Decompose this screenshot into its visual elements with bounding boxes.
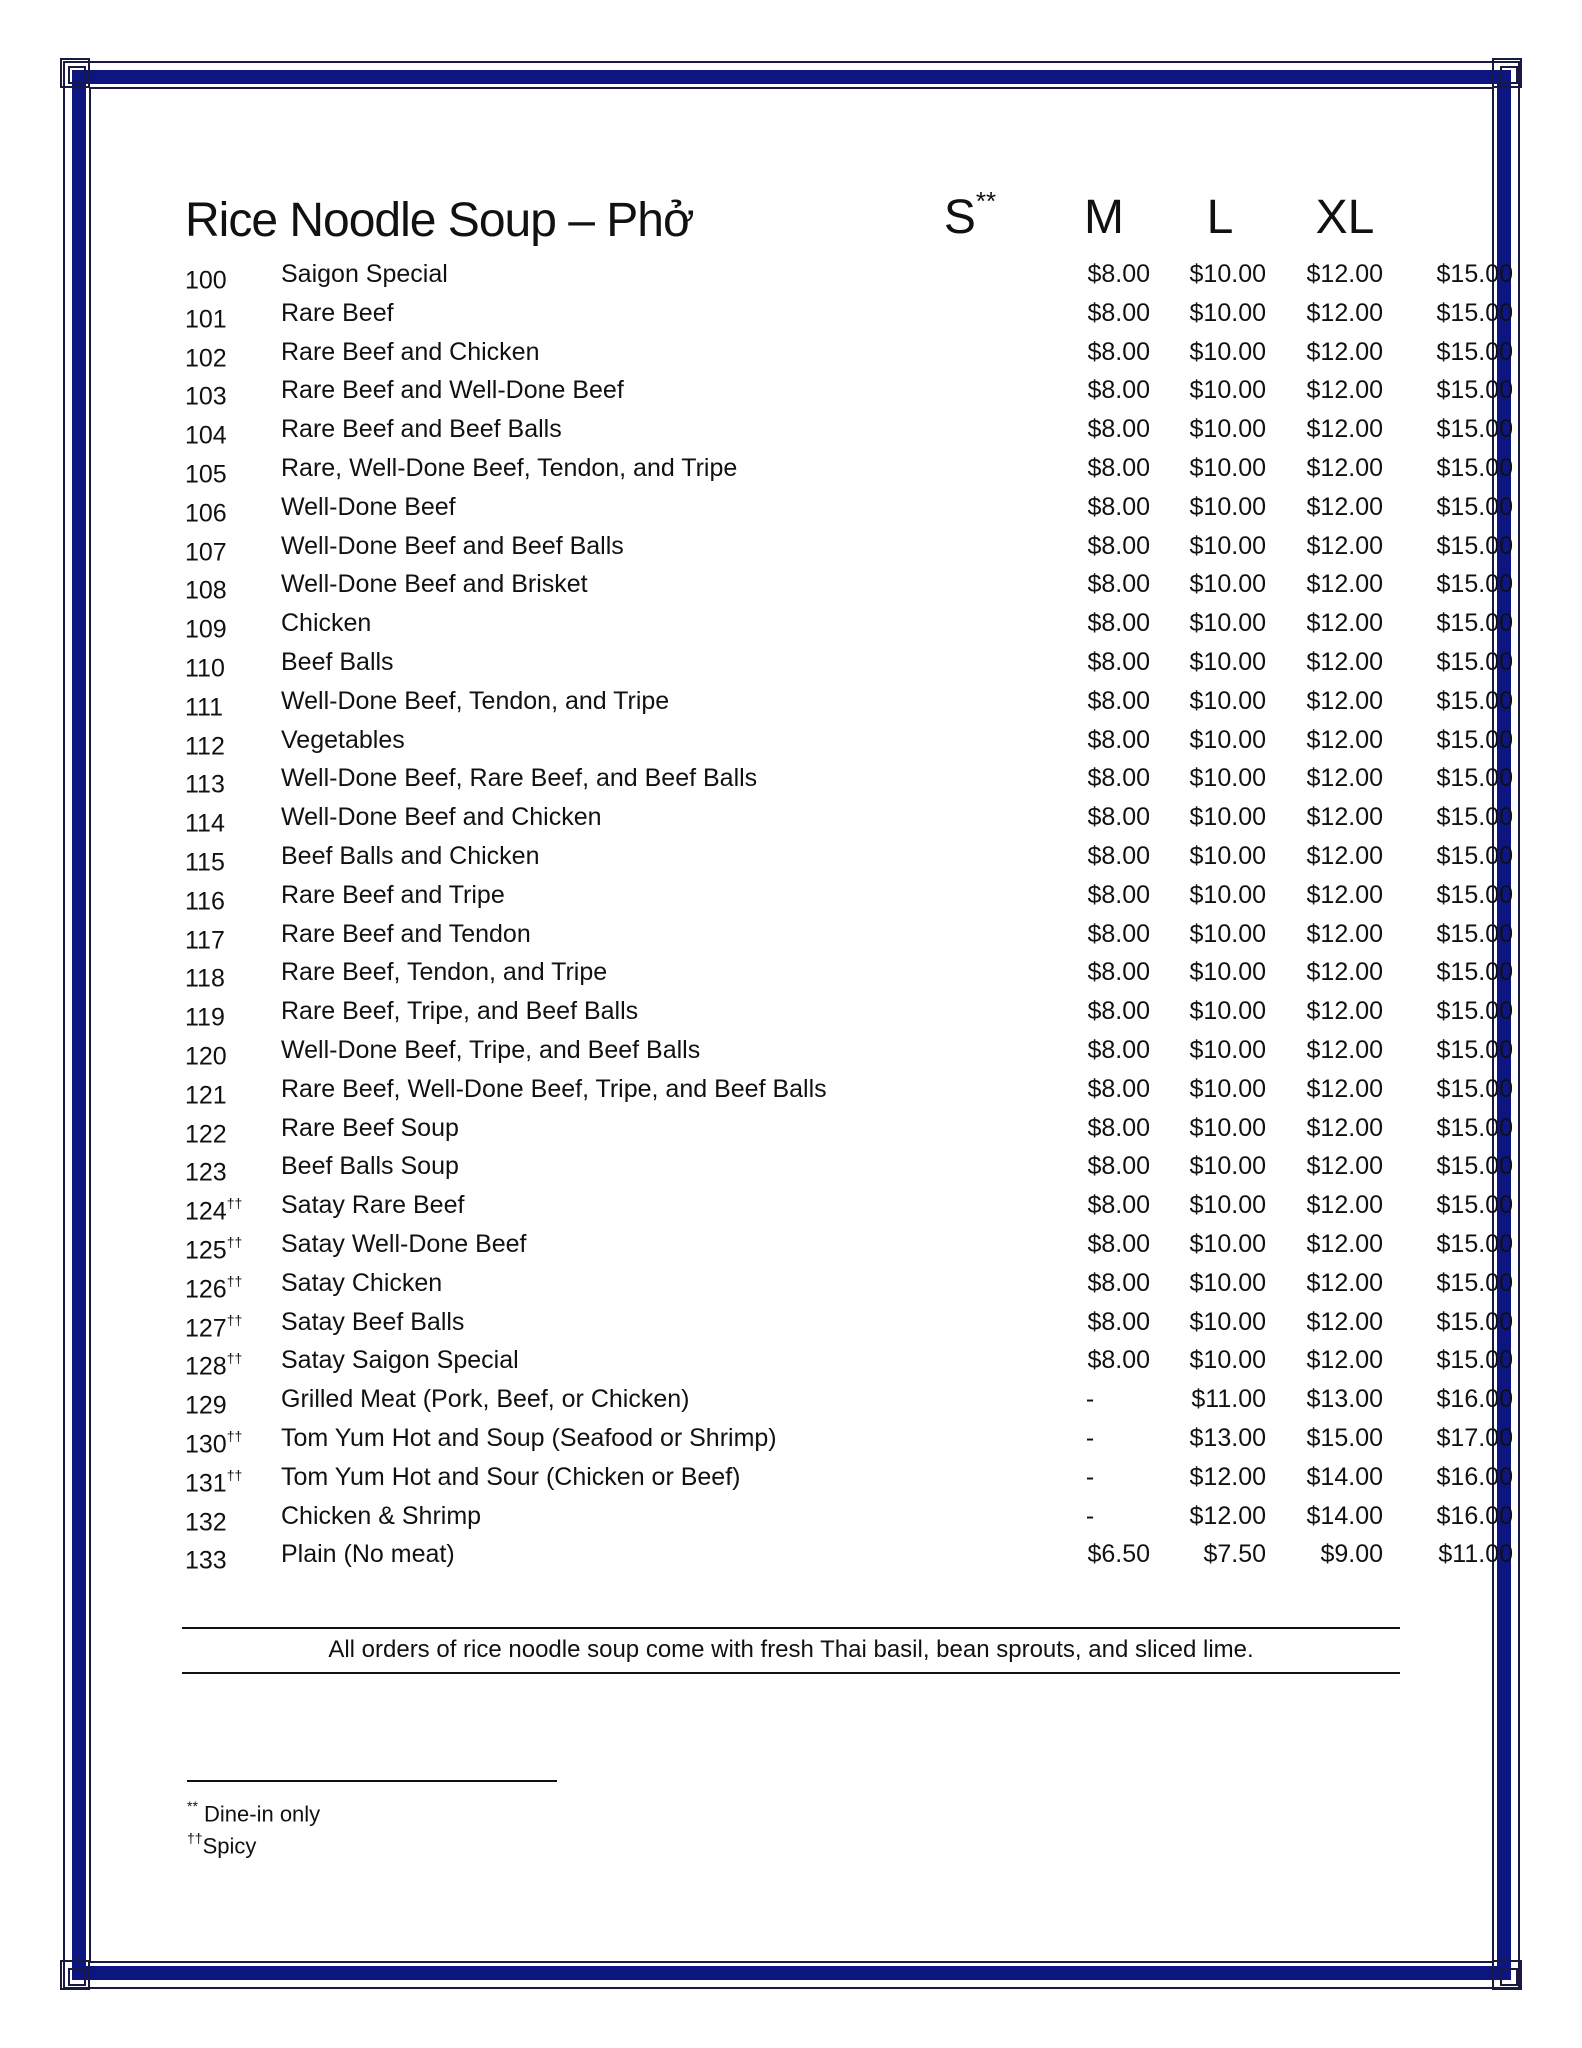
price-small: $8.00 — [1087, 298, 1150, 327]
item-name: Rare Beef and Tripe — [281, 880, 505, 909]
menu-item-row — [185, 1109, 1513, 1148]
menu-item-row — [185, 643, 1513, 683]
price-medium: $12.00 — [1189, 1462, 1266, 1491]
price-medium: $10.00 — [1189, 298, 1266, 327]
price-small: - — [1085, 1385, 1095, 1414]
price-small: $8.00 — [1087, 1268, 1150, 1297]
price-medium: $11.00 — [1191, 1385, 1266, 1414]
item-number: 128†† — [185, 1350, 243, 1381]
price-xl: $16.00 — [1436, 1385, 1513, 1414]
price-xl: $15.00 — [1436, 1307, 1513, 1336]
item-number: 130†† — [185, 1427, 243, 1459]
price-medium: $10.00 — [1189, 997, 1266, 1026]
price-medium: $10.00 — [1189, 1152, 1266, 1181]
price-small: - — [1085, 1462, 1095, 1491]
item-number: 125†† — [185, 1233, 243, 1265]
menu-item-row — [185, 410, 1513, 450]
item-name: Satay Well-Done Beef — [281, 1229, 527, 1258]
corner-ornament — [1492, 1960, 1522, 1990]
price-large: $12.00 — [1306, 492, 1383, 521]
price-medium: $10.00 — [1189, 1035, 1266, 1064]
item-name: Well-Done Beef, Rare Beef, and Beef Balls — [281, 764, 758, 793]
footnote-divider — [187, 1780, 557, 1782]
item-name: Tom Yum Hot and Soup (Seafood or Shrimp) — [281, 1423, 777, 1452]
item-number: 131†† — [185, 1466, 243, 1498]
price-small: $8.00 — [1087, 1074, 1150, 1103]
price-xl: $16.00 — [1436, 1462, 1513, 1491]
price-medium: $10.00 — [1189, 1191, 1266, 1220]
price-large: $12.00 — [1306, 1346, 1383, 1375]
item-name: Satay Beef Balls — [281, 1307, 465, 1336]
price-medium: $10.00 — [1189, 531, 1266, 560]
price-large: $12.00 — [1306, 647, 1383, 676]
price-xl: $15.00 — [1436, 415, 1513, 444]
item-number: 107 — [185, 537, 227, 566]
price-xl: $15.00 — [1436, 531, 1513, 560]
price-small: $8.00 — [1087, 337, 1150, 366]
item-name: Satay Chicken — [281, 1268, 443, 1297]
price-xl: $11.00 — [1438, 1540, 1513, 1569]
price-small: $8.00 — [1087, 919, 1150, 948]
item-number: 112 — [185, 731, 225, 760]
price-medium: $10.00 — [1189, 958, 1266, 987]
menu-item-row — [185, 527, 1513, 566]
note-divider — [182, 1627, 1400, 1629]
price-large: $9.00 — [1320, 1540, 1383, 1569]
price-small: $8.00 — [1087, 725, 1150, 754]
price-large: $12.00 — [1306, 686, 1383, 715]
price-large: $12.00 — [1306, 1152, 1383, 1181]
price-large: $12.00 — [1306, 725, 1383, 754]
price-large: $12.00 — [1306, 260, 1383, 288]
menu-item-row — [185, 682, 1513, 722]
price-small: - — [1085, 1423, 1095, 1452]
price-small: $8.00 — [1087, 764, 1150, 793]
price-medium: $10.00 — [1189, 453, 1266, 482]
corner-ornament — [60, 58, 90, 88]
price-small: $8.00 — [1087, 958, 1150, 987]
item-name: Well-Done Beef, Tripe, and Beef Balls — [281, 1035, 701, 1064]
item-number: 108 — [185, 576, 227, 605]
item-number: 120 — [185, 1042, 227, 1071]
price-large: $12.00 — [1306, 298, 1383, 327]
price-xl: $15.00 — [1436, 260, 1513, 288]
menu-item-row — [185, 1303, 1513, 1342]
menu-item-row — [185, 294, 1513, 334]
menu-title: Rice Noodle Soup – Phở — [185, 194, 694, 247]
menu-item-row — [185, 604, 1513, 644]
price-large: $12.00 — [1306, 1307, 1383, 1336]
price-large: $12.00 — [1306, 609, 1383, 638]
price-medium: $10.00 — [1189, 686, 1266, 715]
price-medium: $10.00 — [1189, 570, 1266, 599]
price-small: - — [1085, 1501, 1095, 1530]
item-name: Well-Done Beef — [281, 492, 456, 521]
item-number: 122 — [185, 1119, 227, 1148]
price-small: $8.00 — [1087, 997, 1150, 1026]
menu-item-row — [185, 1264, 1513, 1304]
price-xl: $16.00 — [1436, 1501, 1513, 1530]
price-medium: $10.00 — [1189, 415, 1266, 444]
item-number: 119 — [185, 1003, 225, 1032]
price-large: $12.00 — [1306, 880, 1383, 909]
price-small: $8.00 — [1087, 1152, 1150, 1181]
item-name: Rare Beef Soup — [281, 1113, 459, 1142]
price-medium: $10.00 — [1189, 376, 1266, 405]
menu-item-row — [185, 1147, 1513, 1187]
footnote-spicy: ††Spicy — [187, 1830, 257, 1859]
item-number: 133 — [185, 1546, 227, 1575]
item-name: Rare, Well-Done Beef, Tendon, and Tripe — [281, 453, 738, 482]
item-number: 118 — [185, 964, 225, 993]
price-medium: $12.00 — [1189, 1501, 1266, 1530]
price-small: $8.00 — [1087, 1346, 1150, 1375]
menu-item-row — [185, 1380, 1513, 1420]
price-large: $12.00 — [1306, 1074, 1383, 1103]
corner-ornament — [60, 1960, 90, 1990]
price-medium: $10.00 — [1189, 1074, 1266, 1103]
price-large: $14.00 — [1306, 1462, 1383, 1491]
price-xl: $15.00 — [1436, 1268, 1513, 1297]
price-large: $12.00 — [1306, 570, 1383, 599]
price-large: $12.00 — [1306, 1113, 1383, 1142]
price-medium: $10.00 — [1189, 260, 1266, 288]
price-xl: $15.00 — [1436, 453, 1513, 482]
price-xl: $15.00 — [1436, 609, 1513, 638]
price-small: $8.00 — [1087, 647, 1150, 676]
price-large: $13.00 — [1306, 1385, 1383, 1414]
price-large: $12.00 — [1306, 1229, 1383, 1258]
item-number: 113 — [185, 770, 225, 799]
price-medium: $10.00 — [1189, 725, 1266, 754]
item-number: 127†† — [185, 1311, 243, 1342]
menu-item-row — [185, 876, 1513, 916]
item-number: 115 — [185, 848, 225, 877]
price-small: $8.00 — [1087, 609, 1150, 638]
price-xl: $15.00 — [1436, 958, 1513, 987]
price-large: $12.00 — [1306, 1268, 1383, 1297]
price-xl: $15.00 — [1436, 725, 1513, 754]
price-medium: $10.00 — [1189, 1307, 1266, 1336]
price-xl: $15.00 — [1436, 764, 1513, 793]
price-xl: $17.00 — [1436, 1423, 1513, 1452]
item-name: Rare Beef and Beef Balls — [281, 415, 562, 444]
price-large: $12.00 — [1306, 841, 1383, 870]
price-small: $8.00 — [1087, 1191, 1150, 1220]
item-number: 100 — [185, 266, 227, 295]
menu-item-row — [185, 488, 1513, 528]
price-medium: $13.00 — [1189, 1423, 1266, 1452]
price-large: $12.00 — [1306, 415, 1383, 444]
item-number: 101 — [185, 305, 227, 334]
price-small: $8.00 — [1087, 880, 1150, 909]
menu-item-row — [185, 565, 1513, 605]
item-number: 104 — [185, 421, 227, 450]
menu-item-row — [185, 759, 1513, 799]
menu-item-row — [185, 1419, 1513, 1459]
item-name: Saigon Special — [281, 260, 448, 288]
item-number: 126†† — [185, 1272, 243, 1304]
price-xl: $15.00 — [1436, 570, 1513, 599]
price-large: $12.00 — [1306, 764, 1383, 793]
item-number: 109 — [185, 615, 227, 644]
corner-ornament — [1492, 58, 1522, 88]
price-xl: $15.00 — [1436, 919, 1513, 948]
price-xl: $15.00 — [1436, 997, 1513, 1026]
item-name: Satay Saigon Special — [281, 1346, 519, 1375]
price-small: $8.00 — [1087, 260, 1150, 288]
price-xl: $15.00 — [1436, 337, 1513, 366]
price-large: $12.00 — [1306, 531, 1383, 560]
item-name: Plain (No meat) — [281, 1540, 455, 1569]
item-number: 116 — [185, 887, 225, 916]
item-number: 121 — [185, 1081, 227, 1110]
item-number: 110 — [185, 654, 225, 683]
item-number: 106 — [185, 499, 227, 528]
size-header-m: M — [1084, 191, 1124, 244]
price-large: $12.00 — [1306, 453, 1383, 482]
price-small: $8.00 — [1087, 453, 1150, 482]
price-xl: $15.00 — [1436, 841, 1513, 870]
price-large: $12.00 — [1306, 997, 1383, 1026]
price-large: $12.00 — [1306, 803, 1383, 832]
menu-item-row — [185, 1070, 1513, 1110]
item-name: Rare Beef and Chicken — [281, 337, 540, 366]
item-name: Tom Yum Hot and Sour (Chicken or Beef) — [281, 1462, 741, 1491]
price-medium: $10.00 — [1189, 1346, 1266, 1375]
price-small: $8.00 — [1087, 803, 1150, 832]
price-large: $14.00 — [1306, 1501, 1383, 1530]
item-number: 102 — [185, 343, 227, 372]
item-number: 103 — [185, 382, 227, 411]
menu-item-row — [185, 333, 1513, 372]
price-small: $8.00 — [1087, 1113, 1150, 1142]
item-name: Beef Balls Soup — [281, 1152, 459, 1181]
price-small: $8.00 — [1087, 415, 1150, 444]
item-name: Grilled Meat (Pork, Beef, or Chicken) — [281, 1385, 690, 1414]
price-xl: $15.00 — [1436, 1346, 1513, 1375]
price-xl: $15.00 — [1436, 1229, 1513, 1258]
menu-item-row — [185, 721, 1513, 760]
note-divider — [182, 1672, 1400, 1674]
menu-item-row — [185, 953, 1513, 993]
price-xl: $15.00 — [1436, 298, 1513, 327]
price-small: $6.50 — [1087, 1540, 1150, 1569]
item-name: Rare Beef — [281, 298, 394, 327]
price-medium: $10.00 — [1189, 609, 1266, 638]
menu-item-row — [185, 1031, 1513, 1071]
price-xl: $15.00 — [1436, 376, 1513, 405]
price-small: $8.00 — [1087, 1307, 1150, 1336]
menu-item-row — [185, 1186, 1513, 1226]
item-name: Vegetables — [281, 725, 405, 754]
price-small: $8.00 — [1087, 531, 1150, 560]
price-medium: $10.00 — [1189, 919, 1266, 948]
price-small: $8.00 — [1087, 570, 1150, 599]
menu-item-row — [185, 837, 1513, 877]
price-large: $12.00 — [1306, 919, 1383, 948]
menu-item-row — [185, 449, 1513, 489]
price-large: $12.00 — [1306, 376, 1383, 405]
price-large: $12.00 — [1306, 958, 1383, 987]
item-number: 129 — [185, 1391, 227, 1420]
price-xl: $15.00 — [1436, 880, 1513, 909]
menu-list — [185, 255, 1513, 1575]
item-number: 111 — [185, 693, 224, 722]
menu-item-row — [185, 798, 1513, 838]
footnote-dine-in: ** Dine-in only — [187, 1798, 321, 1827]
item-name: Beef Balls and Chicken — [281, 841, 540, 870]
menu-note: All orders of rice noodle soup come with fresh Thai basil, bean sprouts, and sliced lime. — [328, 1636, 1254, 1663]
price-large: $12.00 — [1306, 1191, 1383, 1220]
menu-item-row — [185, 371, 1513, 411]
price-small: $8.00 — [1087, 1229, 1150, 1258]
item-name: Satay Rare Beef — [281, 1191, 465, 1220]
price-large: $12.00 — [1306, 337, 1383, 366]
price-medium: $7.50 — [1203, 1540, 1266, 1569]
price-small: $8.00 — [1087, 376, 1150, 405]
item-number: 123 — [185, 1158, 227, 1187]
price-xl: $15.00 — [1436, 1191, 1513, 1220]
price-medium: $10.00 — [1189, 841, 1266, 870]
price-medium: $10.00 — [1189, 1229, 1266, 1258]
item-name: Rare Beef, Tripe, and Beef Balls — [281, 997, 639, 1026]
item-number: 117 — [185, 925, 225, 954]
price-medium: $10.00 — [1189, 1268, 1266, 1297]
price-medium: $10.00 — [1189, 764, 1266, 793]
price-medium: $10.00 — [1189, 492, 1266, 521]
size-header-xl: XL — [1315, 191, 1375, 244]
price-xl: $15.00 — [1436, 1074, 1513, 1103]
price-medium: $10.00 — [1189, 647, 1266, 676]
item-name: Chicken & Shrimp — [281, 1501, 482, 1530]
menu-item-row — [185, 1458, 1513, 1498]
item-number: 124†† — [185, 1195, 243, 1226]
price-small: $8.00 — [1087, 841, 1150, 870]
item-name: Rare Beef, Tendon, and Tripe — [281, 958, 608, 987]
menu-item-row — [185, 1497, 1513, 1536]
item-number: 114 — [185, 809, 225, 838]
price-xl: $15.00 — [1436, 1152, 1513, 1181]
price-small: $8.00 — [1087, 1035, 1150, 1064]
price-large: $12.00 — [1306, 1035, 1383, 1064]
price-large: $15.00 — [1306, 1423, 1383, 1452]
price-xl: $15.00 — [1436, 1113, 1513, 1142]
size-header-s: S** — [943, 186, 997, 244]
price-medium: $10.00 — [1189, 1113, 1266, 1142]
item-name: Beef Balls — [281, 647, 394, 676]
item-name: Well-Done Beef and Brisket — [281, 570, 588, 599]
price-xl: $15.00 — [1436, 647, 1513, 676]
item-name: Rare Beef, Well-Done Beef, Tripe, and Beef Balls — [281, 1074, 827, 1103]
price-medium: $10.00 — [1189, 803, 1266, 832]
price-medium: $10.00 — [1189, 880, 1266, 909]
price-xl: $15.00 — [1436, 492, 1513, 521]
item-name: Well-Done Beef and Chicken — [281, 803, 602, 832]
item-number: 132 — [185, 1507, 227, 1536]
item-name: Rare Beef and Well-Done Beef — [281, 376, 624, 405]
price-small: $8.00 — [1087, 686, 1150, 715]
menu-item-row — [185, 1341, 1513, 1381]
item-name: Rare Beef and Tendon — [281, 919, 531, 948]
price-xl: $15.00 — [1436, 803, 1513, 832]
menu-item-row — [185, 992, 1513, 1032]
item-number: 105 — [185, 460, 227, 489]
menu-item-row — [185, 1225, 1513, 1265]
price-xl: $15.00 — [1436, 1035, 1513, 1064]
menu-item-row — [185, 255, 1513, 295]
item-name: Well-Done Beef and Beef Balls — [281, 531, 624, 560]
menu-item-row — [185, 1535, 1513, 1575]
item-name: Chicken — [281, 609, 372, 638]
price-xl: $15.00 — [1436, 686, 1513, 715]
price-medium: $10.00 — [1189, 337, 1266, 366]
menu-item-row — [185, 915, 1513, 954]
item-name: Well-Done Beef, Tendon, and Tripe — [281, 686, 670, 715]
price-small: $8.00 — [1087, 492, 1150, 521]
size-header-l: L — [1206, 191, 1234, 244]
